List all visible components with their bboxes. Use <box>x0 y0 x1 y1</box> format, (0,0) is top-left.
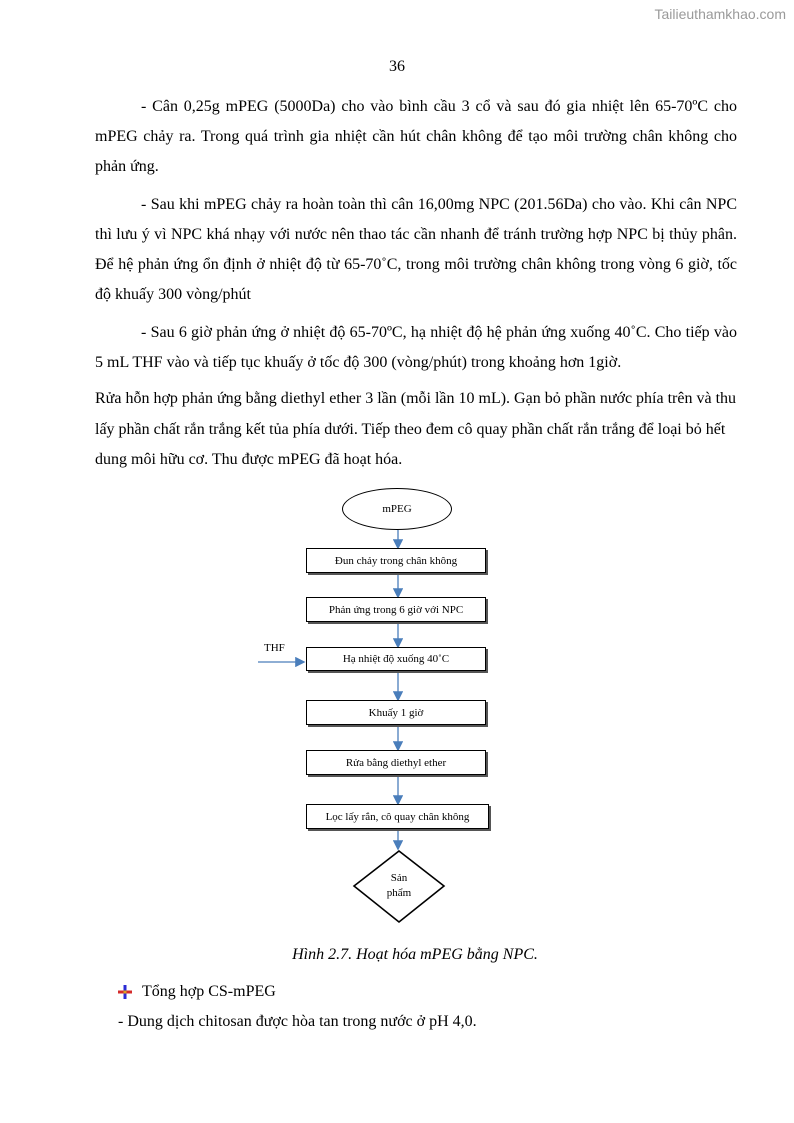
last-line: - Dung dịch chitosan được hòa tan trong nước ở pH 4,0. <box>118 1013 477 1030</box>
start-label: mPEG <box>382 503 412 515</box>
step-label-6: Lọc lấy rắn, cô quay chân không <box>325 810 470 823</box>
paragraph-2: - Sau khi mPEG chảy ra hoàn toàn thì cân 16,00mg NPC (201.56Da) cho vào. Khi cân NPC thì lưu ý vì NPC khá nhạy với nước nên thao tác cần nhanh để tránh trường hợp NPC bị thủy phân. Để hệ phản ứng ổn định ở nhiệt độ từ 65-70˚C, trong môi trường chân không trong vòng 6 giờ, tốc độ khuấy 300 vòng/phút <box>95 196 737 303</box>
section-heading: Tổng hợp CS-mPEG <box>142 983 276 1000</box>
start-ellipse <box>342 488 452 530</box>
step-label-4: Khuấy 1 giờ <box>368 706 424 719</box>
step-box-6 <box>306 804 489 829</box>
step-label-5: Rửa bằng diethyl ether <box>345 756 447 769</box>
paragraph-1: - Cân 0,25g mPEG (5000Da) cho vào bình cầu 3 cổ và sau đó gia nhiệt lên 65-70ºC cho mPEG chảy ra. Trong quá trình gia nhiệt cần hút chân không để tạo môi trường chân không cho phản ứng. <box>95 98 737 175</box>
step-box-5 <box>306 750 486 775</box>
page-number: 36 <box>389 58 405 75</box>
paragraph-3: - Sau 6 giờ phản ứng ở nhiệt độ 65-70ºC, hạ nhiệt độ hệ phản ứng xuống 40˚C. Cho tiếp vào 5 mL THF vào và tiếp tục khuấy ở tốc độ 300 (vòng/phút) trong khoảng hơn 1giờ. <box>95 324 737 371</box>
section-bullet-icon <box>118 985 132 999</box>
figure-caption: Hình 2.7. Hoạt hóa mPEG bằng NPC. <box>292 946 538 963</box>
step-label-1: Đun chảy trong chân không <box>334 554 458 567</box>
step-label-3: Hạ nhiệt độ xuống 40˚C <box>342 653 450 665</box>
watermark: Tailieuthamkhao.com <box>654 6 786 22</box>
end-label-line-1: Sản <box>390 872 408 884</box>
step-label-2: Phản ứng trong 6 giờ với NPC <box>328 603 464 616</box>
paragraph-4: Rửa hỗn hợp phản ứng bằng diethyl ether 3 lần (mỗi lần 10 mL). Gạn bỏ phần nước phía trên và thu lấy phần chất rắn trắng kết tủa phía dưới. Tiếp theo đem cô quay phần chất rắn trắng để loại bỏ hết dung môi hữu cơ. Thu được mPEG đã hoạt hóa. <box>95 390 737 468</box>
step-box-4 <box>306 700 486 725</box>
end-label <box>369 871 429 901</box>
end-label-line-2: phẩm <box>386 887 412 899</box>
thf-label: THF <box>264 642 285 654</box>
step-box-1 <box>306 548 486 573</box>
step-box-3 <box>306 647 486 671</box>
step-box-2 <box>306 597 486 622</box>
